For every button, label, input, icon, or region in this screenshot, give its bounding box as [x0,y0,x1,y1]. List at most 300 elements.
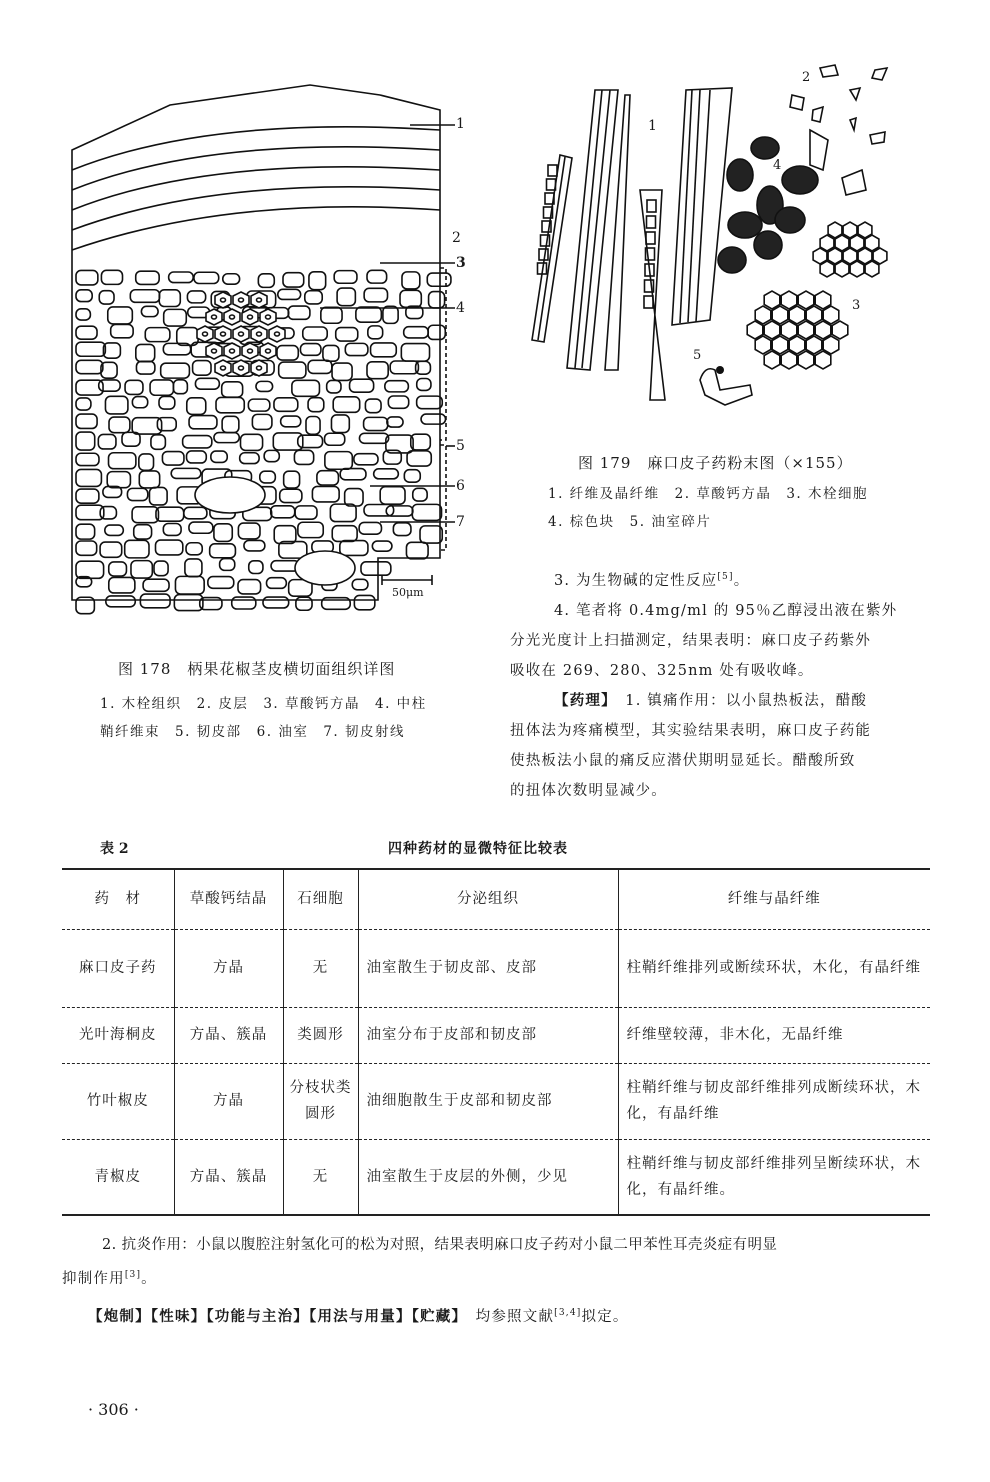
cell-fiber: 柱鞘纤维排列或断续环状，木化，有晶纤维 [618,929,930,1007]
callout-1: 1 [648,118,657,134]
tissue-cell [368,326,383,339]
tissue-cell [109,417,130,433]
tissue-cell [162,452,184,466]
sclereid-cell [242,309,258,325]
tissue-cell [264,450,279,461]
tissue-cell [136,361,154,374]
tissue-cell [141,306,158,316]
figure-178-caption: 图 178 柄果花椒茎皮横切面组织详图 [118,660,396,678]
tissue-cell [345,343,368,355]
tissue-cell [380,487,405,504]
tissue-cell [386,506,413,516]
tissue-cell [107,472,130,488]
tissue-cell [388,396,408,408]
table-row [62,1139,930,1215]
crystal-cell [539,249,548,260]
tissue-cell [76,309,90,320]
cell-stone-cell: 无 [283,929,358,1007]
tissue-cell [159,396,175,409]
tissue-cell [186,543,202,555]
tissue-cell [429,292,445,308]
tissue-cell [340,541,368,556]
tissue-cell [263,597,289,608]
tissue-cell [337,288,355,306]
tissue-cell [248,399,269,411]
cell-fiber: 柱鞘纤维与韧皮部纤维排列成断续环状，木化，有晶纤维 [618,1063,930,1139]
tissue-cell [183,436,212,448]
cork-cell [789,306,805,324]
tissue-cell [350,379,374,392]
tissue-cell [195,378,219,389]
cork-cell [772,306,788,324]
tissue-cell [298,435,323,447]
tissue-cell [364,417,388,430]
cork-cell [835,261,849,277]
cell-herb: 麻口皮子药 [62,929,174,1007]
tissue-cell [105,396,127,414]
table-title: 四种药材的显微特征比较表 [388,841,568,857]
cork-cell [798,321,814,339]
tissue-cell [421,414,445,424]
tissue-cell [333,397,359,413]
tissue-cell [428,325,445,339]
figure-179 [520,60,920,420]
citation: [5] [717,572,734,582]
cell-secretory: 油室分布于皮部和韧皮部 [358,1007,618,1063]
item-4-line-1: 4. 笔者将 0.4mg/ml 的 95％乙醇浸出液在紫外 [554,602,898,619]
tissue-cell [76,489,99,503]
tissue-cell [76,414,97,428]
tissue-cell [325,452,352,470]
sclereid-cell [224,343,240,359]
cell-crystal: 方晶、簇晶 [174,1007,283,1063]
tissue-cell [150,380,173,395]
anti-inflammatory-line-1: 2. 抗炎作用：小鼠以腹腔注射氢化可的松为对照，结果表明麻口皮子药对小鼠二甲苯性耳壳炎症有明显 [102,1237,778,1253]
tissue-cell [149,487,167,505]
callout-7: 7 [456,514,465,530]
tissue-cell [332,526,357,542]
tissue-cell [76,270,98,284]
table-row [62,1007,930,1063]
tissue-cell [372,541,392,551]
tissue-cell [76,290,92,302]
tissue-cell [244,540,265,551]
tissue-cell [371,343,397,357]
header-stone-cell: 石细胞 [283,869,358,929]
tissue-cell [127,488,147,500]
tissue-cell [367,362,388,379]
figure-178-legend-line-2: 鞘纤维束 5. 韧皮部 6. 油室 7. 韧皮射线 [100,724,406,740]
tissue-cell [402,272,420,289]
cork-cell [823,306,839,324]
tissue-cell [317,471,339,485]
sclereid-cell [197,326,213,342]
tissue-cell [223,274,240,284]
tissue-cell [400,290,421,307]
callout-2: 2 [802,70,811,85]
cell-crystal: 方晶 [174,1063,283,1139]
tissue-cell [364,288,387,302]
tissue-cell [76,398,91,410]
sclereid-cell [215,326,231,342]
brown-block [751,137,779,159]
brown-block [754,231,782,259]
tissue-cell [367,270,387,283]
tissue-cell [284,471,300,488]
tissue-cell [193,361,211,376]
cork-cell [764,321,780,339]
figure-178-legend-line-1: 1. 木栓组织 2. 皮层 3. 草酸钙方晶 4. 中柱 [100,696,427,712]
callout-1: 1 [456,116,465,132]
crystal-cell [647,216,656,228]
tissue-cell [359,433,388,443]
tissue-cell [271,506,295,518]
item-4-line-2: 分光光度计上扫描测定，结果表明：麻口皮子药紫外 [510,632,872,649]
tissue-cell [164,309,187,326]
tissue-cell [189,416,217,429]
cork-cell [755,306,771,324]
tissue-cell [249,561,263,574]
callout-4: 4 [456,300,465,316]
tissue-cell [238,580,261,594]
tissue-cell [194,272,219,283]
tissue-cell [109,453,136,469]
tissue-cell [208,577,234,589]
tissue-cell [173,380,187,394]
tissue-cell [76,469,101,486]
tissue-cell [154,561,168,576]
cell-fiber: 柱鞘纤维与韧皮部纤维排列呈断续环状，木化，有晶纤维。 [618,1139,930,1215]
tissue-cell [312,486,339,502]
tissue-cell [359,522,381,534]
tissue-cell [420,526,442,543]
cork-cell [781,351,797,369]
tissue-cell [288,306,310,319]
tissue-cell [404,327,429,338]
scale-bar-label: 50μm [392,586,424,599]
tissue-cell [277,346,298,360]
cork-cell [789,336,805,354]
crystal-cell [644,296,653,308]
callout-3: 3 [852,298,861,313]
tissue-cell [210,544,236,558]
tissue-cell [374,469,399,479]
sclereid-cell [233,292,249,308]
tissue-cell [159,290,180,307]
tissue-cell [136,271,159,284]
tissue-cell [336,328,358,342]
tissue-cell [361,562,391,575]
tissue-cell [222,416,239,432]
callout-2: 2 [452,230,461,246]
tissue-cell [331,415,349,433]
tissue-cell [125,540,149,558]
tissue-cell [76,326,97,339]
tissue-cell [321,307,342,323]
tissue-cell [352,579,368,590]
tissue-cell [393,523,411,536]
tissue-cell [101,270,122,284]
tissue-cell [105,525,123,535]
cork-cell [865,261,879,277]
sclereid-cell [269,326,285,342]
tissue-cell [232,597,256,609]
tissue-cell [340,469,366,480]
tissue-cell [427,273,451,286]
cork-cell [832,321,848,339]
tissue-cell [145,328,170,342]
tissue-cell [132,397,147,408]
cell-crystal: 方晶、簇晶 [174,1139,283,1215]
cork-cell [873,248,887,264]
sclereid-cell [206,309,222,325]
tissue-cell [161,363,190,378]
cork-cell [764,351,780,369]
tissue-cell [139,471,159,488]
tissue-cell [156,540,183,555]
citation: [3] [124,1270,142,1280]
cell-stone-cell: 类圆形 [283,1007,358,1063]
tissue-cell [76,342,105,356]
callout-5: 5 [456,438,465,454]
tissue-cell [385,381,409,392]
cell-herb: 青椒皮 [62,1139,174,1215]
tissue-cell [187,291,205,303]
pharmacology-line-3: 使热板法小鼠的痛反应潜伏期明显延长。醋酸所致 [510,752,856,769]
table-label: 表 2 [100,841,129,857]
sclereid-cell [260,309,276,325]
tissue-cell [108,307,133,324]
cork-cell [798,351,814,369]
sclereid-cell [251,360,267,376]
tissue-cell [76,453,99,465]
cell-stone-cell: 无 [283,1139,358,1215]
tissue-cell [240,453,259,464]
header-secretory: 分泌组织 [358,869,618,929]
tissue-cell [169,272,194,283]
header-crystal: 草酸钙结晶 [174,869,283,929]
tissue-cell [109,562,127,576]
table-header-row [62,869,930,929]
tissue-cell [130,290,159,303]
tissue-cell [125,380,143,394]
sclereid-cell [215,360,231,376]
pharmacology-line-1: 【药理】 1. 镇痛作用：以小鼠热板法，醋酸 [554,691,868,709]
tissue-cell [280,489,302,502]
cork-cell [764,291,780,309]
tissue-cell [143,579,169,591]
tissue-cell [252,414,272,429]
tissue-cell [132,507,158,523]
tissue-cell [404,470,420,482]
sclereid-cell [206,343,222,359]
anti-inflammatory-line-2: 抑制作用[3]。 [62,1270,157,1287]
crystal-cell [646,232,655,244]
tissue-cell [292,380,320,396]
cork-cell [781,291,797,309]
figure-179-legend-line-2: 4. 棕色块 5. 油室碎片 [548,514,712,530]
tissue-cell [309,272,326,290]
cork-cell [806,306,822,324]
tissue-cell [136,344,155,361]
tissue-cell [308,360,332,373]
tissue-cell [76,561,104,578]
brown-block [718,247,746,273]
tissue-cell [174,595,203,611]
tissue-cell [258,274,274,288]
tissue-cell [303,327,327,340]
tissue-cell [76,524,95,539]
tissue-cell [216,397,244,412]
tissue-cell [99,291,114,304]
tissue-cell [354,454,378,465]
tissue-cell [238,523,260,539]
sclereid-cell [233,360,249,376]
tissue-cell [401,344,429,362]
header-herb: 药 材 [62,869,174,929]
cell-secretory: 油室散生于韧皮部、皮部 [358,929,618,1007]
cork-cell [806,336,822,354]
callout-5: 5 [693,348,702,363]
figure-178 [60,80,480,630]
tissue-cell [184,507,207,518]
tissue-cell [278,289,301,299]
tissue-cell [76,360,103,373]
tissue-cell [300,344,320,356]
tissue-cell [283,273,304,287]
cork-cell [815,351,831,369]
tissue-cell [308,398,324,412]
citation: [3,4] [554,1307,582,1318]
cell-secretory: 油细胞散生于皮部和韧皮部 [358,1063,618,1139]
tissue-cell [274,398,298,411]
tissue-cell [354,595,374,609]
cork-cell [850,261,864,277]
cell-herb: 光叶海桐皮 [62,1007,174,1063]
sclereid-cell [260,343,276,359]
cork-cell [798,291,814,309]
tissue-cell [279,362,306,378]
powder-drawing [520,60,920,420]
sclereid-cell [224,309,240,325]
header-fiber: 纤维与晶纤维 [618,869,930,929]
sclereid-cell [233,326,249,342]
tissue-cell [413,488,427,501]
pharmacology-heading: 【药理】 [554,691,610,709]
brown-block [775,207,805,233]
tissue-cell [214,524,232,542]
tissue-cell [187,451,207,463]
tissue-cell [163,523,181,535]
cork-cell [823,336,839,354]
tissue-cell [417,396,443,409]
tissue-cell [295,506,317,519]
tissue-cell [412,504,441,520]
cell-stone-cell: 分枝状类圆形 [283,1063,358,1139]
callout-6: 6 [456,478,465,494]
tissue-cell [211,451,227,462]
tissue-cell [111,324,133,337]
stem-bark-cross-section-drawing [60,80,480,630]
tissue-cell [171,468,201,478]
cork-cell [755,336,771,354]
tissue-cell [256,381,273,391]
tissue-cell [387,417,403,427]
tissue-cell [76,432,95,450]
pharmacology-line-2: 扭体法为疼痛模型，其实验结果表明，麻口皮子药能 [510,722,872,739]
item-3: 3. 为生物碱的定性反应[5]。 [554,572,750,589]
tissue-cell [139,454,154,470]
item-4-line-3: 吸收在 269、280、325nm 处有吸收峰。 [510,662,814,679]
tissue-cell [281,416,301,427]
tissue-cell [100,542,122,557]
cork-cell [781,321,797,339]
tissue-cell [106,596,135,607]
tissue-cell [332,363,352,380]
tissue-cell [390,361,418,374]
sclereid-cell [215,292,231,308]
tissue-cell [214,433,239,443]
tissue-cell [296,597,312,610]
tissue-cell [220,559,235,571]
sclereid-cell [242,343,258,359]
crystal-cell [647,200,656,212]
brown-block [782,166,818,194]
tissue-cell [187,398,206,415]
tissue-cell [267,578,287,589]
cell-herb: 竹叶椒皮 [62,1063,174,1139]
tissue-cell [151,435,165,450]
tissue-cell [334,271,357,284]
tissue-cell [260,471,276,483]
tissue-cell [175,576,204,594]
crystal-cell [548,165,557,176]
tissue-cell [323,345,339,361]
tissue-cell [325,433,345,445]
right-column-text [510,562,930,806]
cell-fiber: 纤维壁较薄，非木化，无晶纤维 [618,1007,930,1063]
cork-cell [815,321,831,339]
callout-3: 3 [456,255,466,271]
tissue-cell [365,399,381,413]
pharmacology-line-4: 的扭体次数明显减少。 [510,782,667,799]
tissue-cell [156,507,184,521]
tissue-cell [356,307,381,322]
tissue-cell [131,561,152,578]
tissue-cell [298,522,323,537]
cell-crystal: 方晶 [174,929,283,1007]
tissue-cell [109,577,135,593]
tissue-cell [306,416,320,434]
sclereid-cell [251,292,267,308]
tissue-cell [134,525,152,539]
callout-4: 4 [773,158,782,173]
tissue-cell [417,378,431,390]
tissue-cell [140,594,170,608]
page-number: · 306 · [88,1400,139,1419]
figure-179-legend-line-1: 1. 纤维及晶纤维 2. 草酸钙方晶 3. 木栓细胞 [548,486,869,502]
cell-secretory: 油室散生于皮层的外侧，少见 [358,1139,618,1215]
tissue-cell [305,291,322,304]
section-headings-line: 【炮制】【性味】【功能与主治】【用法与用量】【贮藏】 均参照文献[3,4]拟定。 [88,1307,629,1325]
sclereid-cell [251,326,267,342]
tissue-cell [406,542,428,559]
tissue-cell [294,450,313,464]
bottom-text [62,1230,932,1332]
table-row [62,1063,930,1139]
tissue-cell [383,306,398,323]
tissue-cell [327,380,341,392]
